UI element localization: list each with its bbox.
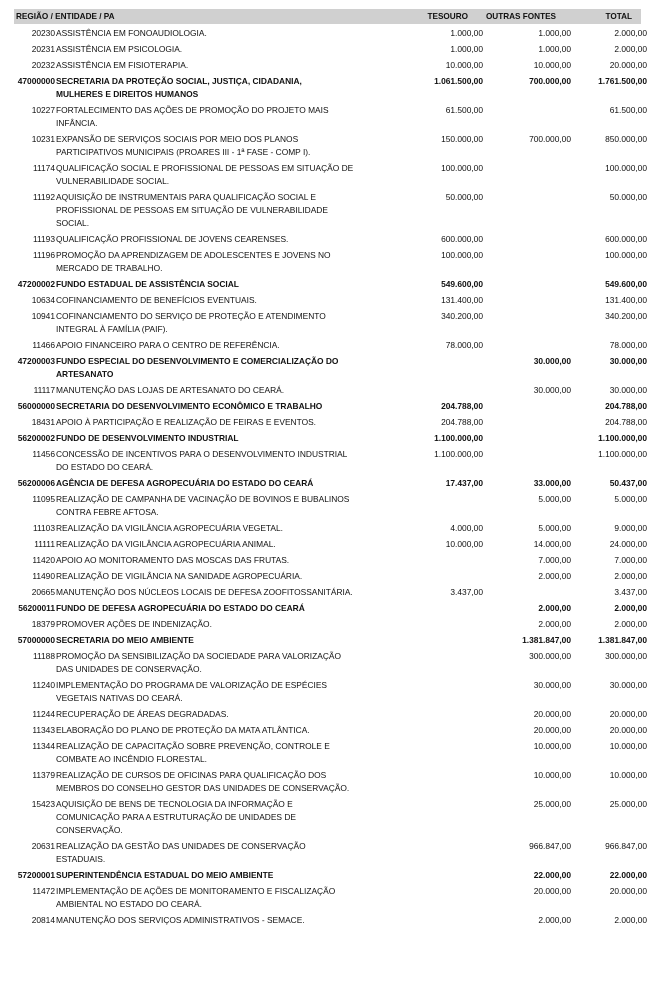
row-description: PROMOÇÃO DA SENSIBILIZAÇÃO DA SOCIEDADE PARA VALORIZAÇÃO DAS UNIDADES DE CONSERVAÇÃO.: [56, 651, 341, 674]
table-row: [14, 381, 647, 397]
header-outras-fontes: OUTRAS FONTES: [485, 12, 556, 21]
row-total: 2.000,00: [614, 915, 647, 925]
row-outras-fontes: 20.000,00: [533, 709, 571, 719]
row-code: 20230: [31, 28, 55, 38]
row-code: 57200001: [17, 870, 55, 880]
row-code: 11456: [32, 449, 55, 459]
row-code: 57000000: [17, 635, 55, 645]
entity-row: [14, 474, 647, 490]
table-row: [14, 230, 647, 246]
entity-row: [14, 397, 647, 413]
table-row: [14, 647, 647, 676]
row-description: QUALIFICAÇÃO SOCIAL E PROFISSIONAL DE PESSOAS EM SITUAÇÃO DE VULNERABILIDADE SOCIAL.: [56, 163, 354, 186]
row-description: ASSISTÊNCIA EM FONOAUDIOLOGIA.: [56, 28, 207, 38]
row-total: 2.000,00: [614, 603, 647, 613]
row-total: 2.000,00: [614, 571, 647, 581]
row-outras-fontes: 20.000,00: [533, 725, 571, 735]
row-tesouro: 78.000,00: [445, 340, 483, 350]
table-row: [14, 911, 647, 927]
row-total: 7.000,00: [614, 555, 647, 565]
table-row: [14, 551, 647, 567]
row-total: 2.000,00: [614, 619, 647, 629]
row-description: SECRETARIA DA PROTEÇÃO SOCIAL, JUSTIÇA, CIDADANIA, MULHERES E DIREITOS HUMANOS: [56, 76, 302, 99]
table-row: [14, 291, 647, 307]
row-tesouro: 204.788,00: [441, 401, 483, 411]
row-code: 11240: [32, 680, 55, 690]
row-total: 340.200,00: [605, 311, 647, 321]
row-outras-fontes: 966.847,00: [529, 841, 571, 851]
table-row: [14, 519, 647, 535]
row-outras-fontes: 2.000,00: [538, 915, 571, 925]
row-total: 10.000,00: [609, 741, 647, 751]
row-tesouro: 10.000,00: [445, 60, 483, 70]
row-code: 47200002: [17, 279, 55, 289]
table-row: [14, 490, 647, 519]
row-tesouro: 131.400,00: [441, 295, 483, 305]
row-description: REALIZAÇÃO DE CURSOS DE OFICINAS PARA QUALIFICAÇÃO DOS MEMBROS DO CONSELHO GESTOR DAS UNIDADES DE CONSERVAÇÃO.: [56, 770, 350, 793]
table-row: [14, 795, 647, 837]
row-code: 47000000: [17, 76, 55, 86]
table-row: [14, 705, 647, 721]
row-total: 61.500,00: [609, 105, 647, 115]
row-description: REALIZAÇÃO DA GESTÃO DAS UNIDADES DE CONSERVAÇÃO ESTADUAIS.: [56, 841, 306, 864]
row-tesouro: 1.000,00: [450, 28, 483, 38]
row-total: 20.000,00: [609, 886, 647, 896]
row-description: FUNDO ESPECIAL DO DESENVOLVIMENTO E COMERCIALIZAÇÃO DO ARTESANATO: [56, 356, 339, 379]
row-outras-fontes: 2.000,00: [538, 571, 571, 581]
row-code: 11103: [32, 523, 55, 533]
row-code: 11344: [32, 741, 55, 751]
row-tesouro: 340.200,00: [441, 311, 483, 321]
row-total: 1.381.847,00: [598, 635, 647, 645]
row-tesouro: 4.000,00: [450, 523, 483, 533]
table-row: [14, 246, 647, 275]
row-code: 10231: [31, 134, 55, 144]
row-total: 2.000,00: [614, 44, 647, 54]
row-tesouro: 10.000,00: [445, 539, 483, 549]
row-description: REALIZAÇÃO DE CAMPANHA DE VACINAÇÃO DE BOVINOS E BUBALINOS CONTRA FEBRE AFTOSA.: [56, 494, 350, 517]
row-description: APOIO À PARTICIPAÇÃO E REALIZAÇÃO DE FEIRAS E EVENTOS.: [56, 417, 316, 427]
row-tesouro: 204.788,00: [441, 417, 483, 427]
row-outras-fontes: 30.000,00: [533, 680, 571, 690]
header-tesouro: TESOURO: [427, 12, 468, 21]
row-outras-fontes: 25.000,00: [533, 799, 571, 809]
row-outras-fontes: 33.000,00: [533, 478, 571, 488]
row-outras-fontes: 1.000,00: [538, 28, 571, 38]
row-tesouro: 3.437,00: [450, 587, 483, 597]
entity-row: [14, 72, 647, 101]
header-entity: REGIÃO / ENTIDADE / PA: [16, 12, 115, 21]
row-description: AGÊNCIA DE DEFESA AGROPECUÁRIA DO ESTADO DO CEARÁ: [56, 478, 314, 488]
row-outras-fontes: 10.000,00: [533, 770, 571, 780]
row-description: FORTALECIMENTO DAS AÇÕES DE PROMOÇÃO DO PROJETO MAIS INFÂNCIA.: [56, 105, 329, 128]
row-code: 10227: [31, 105, 55, 115]
row-description: EXPANSÃO DE SERVIÇOS SOCIAIS POR MEIO DOS PLANOS PARTICIPATIVOS MUNICIPAIS (PROARES III - 1ª FASE - COMP I).: [56, 134, 311, 157]
row-tesouro: 17.437,00: [445, 478, 483, 488]
row-outras-fontes: 30.000,00: [533, 385, 571, 395]
row-tesouro: 1.000,00: [450, 44, 483, 54]
table-row: [14, 882, 647, 911]
row-description: SECRETARIA DO MEIO AMBIENTE: [56, 635, 194, 645]
row-code: 20665: [31, 587, 55, 597]
row-description: ELABORAÇÃO DO PLANO DE PROTEÇÃO DA MATA ATLÂNTICA.: [56, 725, 310, 735]
row-outras-fontes: 14.000,00: [533, 539, 571, 549]
header-total: TOTAL: [605, 12, 632, 21]
row-outras-fontes: 700.000,00: [529, 134, 571, 144]
table-header: [14, 9, 641, 24]
row-total: 50.000,00: [609, 192, 647, 202]
table-row: [14, 837, 647, 866]
row-tesouro: 1.100.000,00: [434, 449, 483, 459]
table-row: [14, 721, 647, 737]
row-tesouro: 61.500,00: [445, 105, 483, 115]
row-description: IMPLEMENTAÇÃO DO PROGRAMA DE VALORIZAÇÃO DE ESPÉCIES VEGETAIS NATIVAS DO CEARÁ.: [56, 680, 327, 703]
table-row: [14, 130, 647, 159]
table-row: [14, 56, 647, 72]
row-outras-fontes: 22.000,00: [533, 870, 571, 880]
row-outras-fontes: 10.000,00: [533, 60, 571, 70]
row-total: 1.100.000,00: [598, 449, 647, 459]
row-code: 56200006: [17, 478, 55, 488]
row-code: 47200003: [17, 356, 55, 366]
row-outras-fontes: 1.381.847,00: [522, 635, 571, 645]
table-row: [14, 159, 647, 188]
row-description: COFINANCIAMENTO DE BENEFÍCIOS EVENTUAIS.: [56, 295, 257, 305]
row-code: 11466: [32, 340, 55, 350]
row-description: COFINANCIAMENTO DO SERVIÇO DE PROTEÇÃO E ATENDIMENTO INTEGRAL À FAMÍLIA (PAIF).: [56, 311, 326, 334]
row-tesouro: 150.000,00: [441, 134, 483, 144]
row-description: MANUTENÇÃO DOS SERVIÇOS ADMINISTRATIVOS - SEMACE.: [56, 915, 305, 925]
row-code: 11095: [32, 494, 55, 504]
row-total: 20.000,00: [609, 60, 647, 70]
row-code: 20814: [31, 915, 55, 925]
row-description: MANUTENÇÃO DAS LOJAS DE ARTESANATO DO CEARÁ.: [56, 385, 285, 395]
row-description: QUALIFICAÇÃO PROFISSIONAL DE JOVENS CEARENSES.: [56, 234, 289, 244]
row-outras-fontes: 5.000,00: [538, 523, 571, 533]
row-description: RECUPERAÇÃO DE ÁREAS DEGRADADAS.: [56, 709, 229, 719]
row-outras-fontes: 2.000,00: [538, 603, 571, 613]
table-row: [14, 737, 647, 766]
row-total: 2.000,00: [614, 28, 647, 38]
row-code: 11117: [33, 385, 55, 395]
row-code: 20231: [31, 44, 55, 54]
row-total: 131.400,00: [605, 295, 647, 305]
table-row: [14, 676, 647, 705]
row-total: 10.000,00: [609, 770, 647, 780]
row-outras-fontes: 1.000,00: [538, 44, 571, 54]
row-code: 11174: [32, 163, 55, 173]
row-code: 11188: [32, 651, 55, 661]
row-code: 10634: [31, 295, 55, 305]
row-description: AQUISIÇÃO DE BENS DE TECNOLOGIA DA INFORMAÇÃO E COMUNICAÇÃO PARA A ESTRUTURAÇÃO DE UNIDADES DE CONSERVAÇÃO.: [56, 799, 296, 835]
table-row: [14, 413, 647, 429]
row-description: IMPLEMENTAÇÃO DE AÇÕES DE MONITORAMENTO E FISCALIZAÇÃO AMBIENTAL NO ESTADO DO CEARÁ.: [56, 886, 336, 909]
row-code: 11192: [32, 192, 55, 202]
table-row: [14, 615, 647, 631]
row-outras-fontes: 10.000,00: [533, 741, 571, 751]
row-code: 20232: [31, 60, 55, 70]
row-description: REALIZAÇÃO DA VIGILÂNCIA AGROPECUÁRIA VEGETAL.: [56, 523, 283, 533]
row-description: FUNDO ESTADUAL DE ASSISTÊNCIA SOCIAL: [56, 279, 239, 289]
entity-row: [14, 352, 647, 381]
row-description: PROMOÇÃO DA APRENDIZAGEM DE ADOLESCENTES E JOVENS NO MERCADO DE TRABALHO.: [56, 250, 331, 273]
row-code: 11420: [32, 555, 55, 565]
row-total: 204.788,00: [605, 417, 647, 427]
table-row: [14, 336, 647, 352]
row-description: FUNDO DE DEFESA AGROPECUÁRIA DO ESTADO DO CEARÁ: [56, 603, 305, 613]
row-code: 11379: [32, 770, 55, 780]
row-code: 11111: [34, 539, 55, 549]
row-total: 966.847,00: [605, 841, 647, 851]
row-description: MANUTENÇÃO DOS NÚCLEOS LOCAIS DE DEFESA ZOOFITOSSANITÁRIA.: [56, 587, 353, 597]
row-description: FUNDO DE DESENVOLVIMENTO INDUSTRIAL: [56, 433, 239, 443]
row-total: 78.000,00: [609, 340, 647, 350]
entity-row: [14, 275, 647, 291]
table-row: [14, 535, 647, 551]
table-row: [14, 583, 647, 599]
table-row: [14, 101, 647, 130]
row-tesouro: 600.000,00: [441, 234, 483, 244]
entity-row: [14, 599, 647, 615]
row-code: 20631: [31, 841, 55, 851]
row-outras-fontes: 30.000,00: [533, 356, 571, 366]
table-row: [14, 445, 647, 474]
row-total: 204.788,00: [605, 401, 647, 411]
row-total: 3.437,00: [614, 587, 647, 597]
row-total: 300.000,00: [605, 651, 647, 661]
row-total: 5.000,00: [614, 494, 647, 504]
row-total: 1.100.000,00: [598, 433, 647, 443]
table-row: [14, 188, 647, 230]
row-description: AQUISIÇÃO DE INSTRUMENTAIS PARA QUALIFICAÇÃO SOCIAL E PROFISSIONAL DE PESSOAS EM SITUAÇÃO DE VULNERABILIDADE SOCIAL.: [56, 192, 328, 228]
row-code: 11193: [32, 234, 55, 244]
row-total: 100.000,00: [605, 250, 647, 260]
entity-row: [14, 429, 647, 445]
row-description: APOIO AO MONITORAMENTO DAS MOSCAS DAS FRUTAS.: [56, 555, 290, 565]
row-description: SECRETARIA DO DESENVOLVIMENTO ECONÔMICO E TRABALHO: [56, 401, 323, 411]
row-outras-fontes: 20.000,00: [533, 886, 571, 896]
row-tesouro: 549.600,00: [441, 279, 483, 289]
row-total: 20.000,00: [609, 725, 647, 735]
row-code: 11244: [32, 709, 55, 719]
table-row: [14, 307, 647, 336]
row-tesouro: 1.100.000,00: [434, 433, 483, 443]
row-code: 56200011: [18, 603, 55, 613]
row-total: 30.000,00: [609, 385, 647, 395]
row-description: REALIZAÇÃO DE VIGILÂNCIA NA SANIDADE AGROPECUÁRIA.: [56, 571, 303, 581]
row-code: 18431: [31, 417, 55, 427]
table-row: [14, 24, 647, 40]
row-total: 549.600,00: [605, 279, 647, 289]
row-total: 22.000,00: [609, 870, 647, 880]
row-tesouro: 100.000,00: [441, 250, 483, 260]
row-total: 30.000,00: [609, 356, 647, 366]
table-row: [14, 567, 647, 583]
row-code: 11343: [32, 725, 55, 735]
table-body: [0, 24, 647, 927]
row-total: 50.437,00: [609, 478, 647, 488]
row-total: 600.000,00: [605, 234, 647, 244]
row-total: 9.000,00: [614, 523, 647, 533]
row-total: 25.000,00: [609, 799, 647, 809]
row-total: 850.000,00: [605, 134, 647, 144]
row-tesouro: 1.061.500,00: [434, 76, 483, 86]
row-description: ASSISTÊNCIA EM FISIOTERAPIA.: [56, 60, 189, 70]
row-code: 11196: [32, 250, 55, 260]
row-outras-fontes: 5.000,00: [538, 494, 571, 504]
row-code: 10941: [31, 311, 55, 321]
row-tesouro: 50.000,00: [445, 192, 483, 202]
row-description: APOIO FINANCEIRO PARA O CENTRO DE REFERÊNCIA.: [56, 340, 280, 350]
row-code: 11490: [32, 571, 55, 581]
row-total: 1.761.500,00: [598, 76, 647, 86]
row-description: SUPERINTENDÊNCIA ESTADUAL DO MEIO AMBIENTE: [56, 870, 274, 880]
row-code: 18379: [31, 619, 55, 629]
row-code: 56200002: [17, 433, 55, 443]
table-row: [14, 40, 647, 56]
row-outras-fontes: 700.000,00: [529, 76, 571, 86]
row-total: 30.000,00: [609, 680, 647, 690]
entity-row: [14, 866, 647, 882]
row-total: 20.000,00: [609, 709, 647, 719]
row-description: REALIZAÇÃO DA VIGILÂNCIA AGROPECUÁRIA ANIMAL.: [56, 539, 276, 549]
row-outras-fontes: 7.000,00: [538, 555, 571, 565]
row-code: 56000000: [17, 401, 55, 411]
row-total: 24.000,00: [609, 539, 647, 549]
row-code: 15423: [31, 799, 55, 809]
row-total: 100.000,00: [605, 163, 647, 173]
entity-row: [14, 631, 647, 647]
table-row: [14, 766, 647, 795]
row-code: 11472: [32, 886, 55, 896]
row-description: ASSISTÊNCIA EM PSICOLOGIA.: [56, 44, 183, 54]
row-outras-fontes: 300.000,00: [529, 651, 571, 661]
row-outras-fontes: 2.000,00: [538, 619, 571, 629]
row-description: REALIZAÇÃO DE CAPACITAÇÃO SOBRE PREVENÇÃO, CONTROLE E COMBATE AO INCÊNDIO FLORESTAL.: [56, 741, 330, 764]
row-description: PROMOVER AÇÕES DE INDENIZAÇÃO.: [56, 619, 212, 629]
row-description: CONCESSÃO DE INCENTIVOS PARA O DESENVOLVIMENTO INDUSTRIAL DO ESTADO DO CEARÁ.: [56, 449, 348, 472]
row-tesouro: 100.000,00: [441, 163, 483, 173]
